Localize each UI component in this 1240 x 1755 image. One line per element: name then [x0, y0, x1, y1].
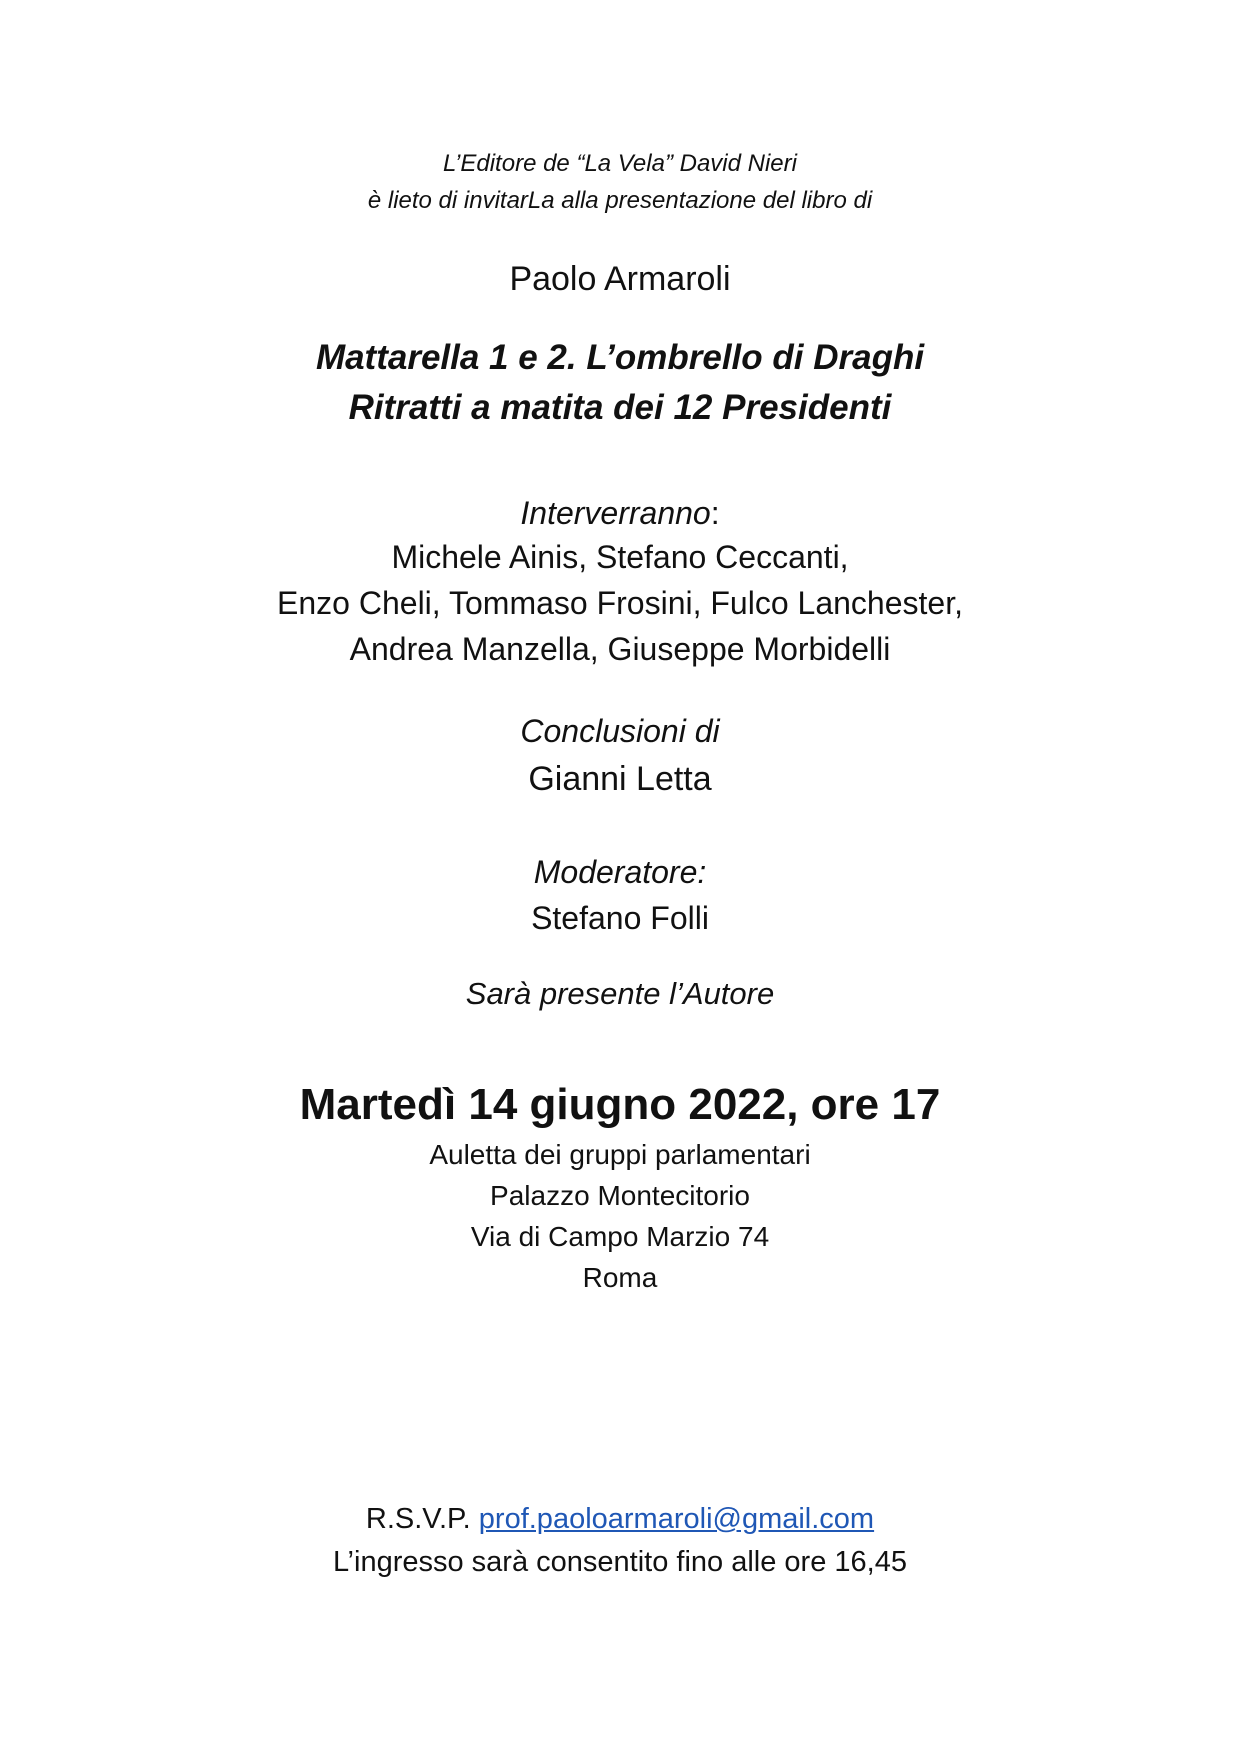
rsvp-label: R.S.V.P.: [365, 1503, 471, 1535]
conclusions-name: Gianni Letta: [528, 760, 712, 798]
rsvp-email-link[interactable]: prof.paoloarmaroli@gmail.com: [478, 1503, 875, 1535]
moderator-name: Stefano Folli: [531, 900, 709, 936]
conclusions-heading: Conclusioni di: [520, 713, 720, 749]
author-note: Sarà presente l’Autore: [465, 976, 775, 1011]
author-name: Paolo Armaroli: [509, 260, 731, 298]
speakers-line-3: Andrea Manzella, Giuseppe Morbidelli: [349, 631, 891, 667]
venue-line-3: Via di Campo Marzio 74: [470, 1221, 770, 1252]
speakers-line-2: Enzo Cheli, Tommaso Frosini, Fulco Lanchester,: [277, 585, 963, 621]
event-datetime: Martedì 14 giugno 2022, ore 17: [299, 1080, 941, 1129]
moderator-heading: Moderatore:: [533, 854, 707, 890]
entry-note: L’ingresso sarà consentito fino alle ore 16,45: [333, 1546, 907, 1578]
book-title: Mattarella 1 e 2. L’ombrello di Draghi: [315, 338, 925, 377]
book-subtitle: Ritratti a matita dei 12 Presidenti: [348, 388, 892, 427]
rsvp-line: [0, 1505, 1240, 1534]
speakers-heading-colon: :: [710, 495, 720, 531]
speakers-heading-label: Interverranno: [520, 495, 711, 531]
venue-line-2: Palazzo Montecitorio: [490, 1180, 750, 1211]
intro-line-2: è lieto di invitarLa alla presentazione del libro di: [367, 187, 873, 214]
venue-line-4: Roma: [582, 1262, 658, 1293]
intro-line-1: L’Editore de “La Vela” David Nieri: [443, 150, 797, 177]
speakers-heading: [0, 497, 1240, 529]
venue-line-1: Auletta dei gruppi parlamentari: [429, 1139, 811, 1170]
speakers-line-1: Michele Ainis, Stefano Ceccanti,: [391, 539, 849, 575]
